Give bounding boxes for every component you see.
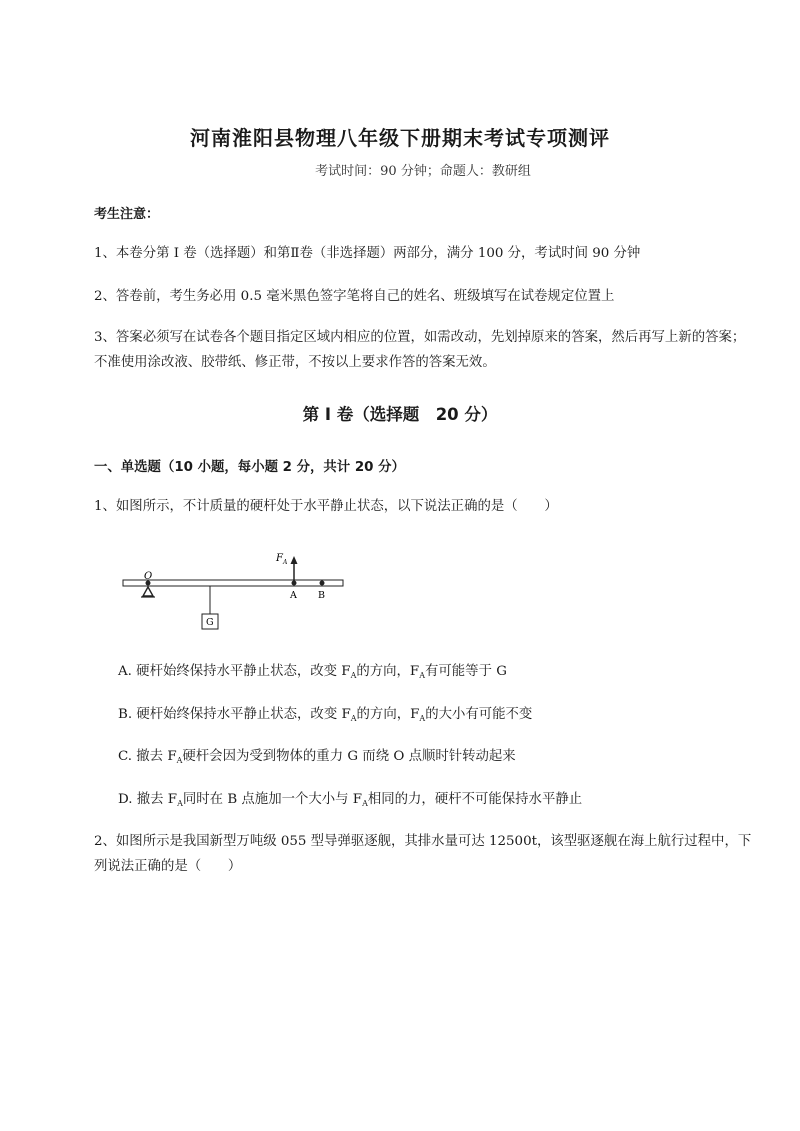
point-a-label: A	[290, 590, 297, 601]
part-heading: 一、单选题（10 小题，每小题 2 分，共计 20 分）	[94, 460, 405, 475]
option-d: D. 撤去 $F_A$同时在 B 点施加一个大小与 $F_A$相同的力，硬杆不可能保持水平静止	[118, 792, 583, 808]
lever-bar	[123, 580, 343, 586]
pivot-label: O	[144, 571, 153, 582]
option-b: B. 硬杆始终保持水平静止状态，改变 $F_A$的方向，$F_A$的大小有可能不变	[118, 707, 533, 723]
question-2-stem: 2、如图所示是我国新型万吨级 055 型导弹驱逐舰，其排水量可达 12500t，该型驱逐舰在海上航行过程中，下列说法正确的是（ ）	[94, 834, 752, 874]
question-1-stem: 1、如图所示，不计质量的硬杆处于水平静止状态，以下说法正确的是（ ）	[94, 499, 558, 514]
weight-label: G	[206, 617, 214, 628]
note-item-2: 2、答卷前，考生务必用 0.5 毫米黑色签字笔将自己的姓名、班级填写在试卷规定位置上	[94, 289, 615, 304]
point-b-dot	[320, 581, 325, 586]
exam-title: 河南淮阳县物理八年级下册期末考试专项测评	[190, 126, 610, 150]
point-b-label: B	[318, 590, 325, 601]
note-item-3: 3、答案必须写在试卷各个题目指定区域内相应的位置，如需改动，先划掉原来的答案，然后再写上新的答案；不准使用涂改液、胶带纸、修正带，不按以上要求作答的答案无效。	[94, 330, 746, 370]
exam-subtitle: 考试时间：90 分钟；命题人：教研组	[315, 164, 531, 179]
pivot-support-icon	[143, 587, 153, 596]
force-arrowhead	[291, 556, 298, 564]
option-c: C. 撤去 $F_A$硬杆会因为受到物体的重力 G 而绕 O 点顺时针转动起来	[118, 749, 516, 765]
option-a: A. 硬杆始终保持水平静止状态，改变 $F_A$的方向，$F_A$有可能等于 G	[118, 664, 507, 680]
force-label: $F_A$	[276, 553, 288, 566]
point-a-dot	[292, 581, 297, 586]
lever-figure	[118, 544, 354, 636]
notes-heading: 考生注意：	[94, 207, 160, 222]
note-item-1: 1、本卷分第 I 卷（选择题）和第Ⅱ卷（非选择题）两部分，满分 100 分，考试时间 90 分钟	[94, 246, 641, 261]
section-title: 第 I 卷（选择题 20 分）	[302, 405, 498, 424]
